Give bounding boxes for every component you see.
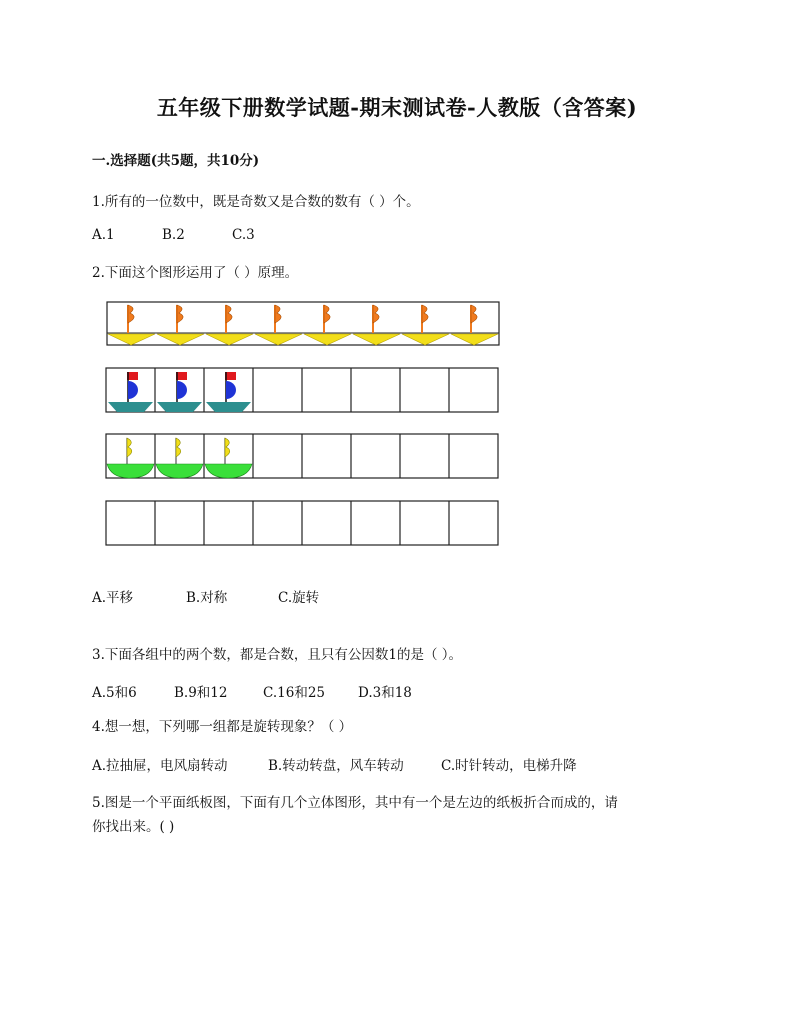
- row-empty-grid: [106, 501, 498, 545]
- row-blue-sail-boats: [106, 368, 498, 412]
- question-3-options: [92, 681, 412, 701]
- blue-sail-boat: [206, 372, 251, 412]
- option-b[interactable]: B.9和12: [174, 685, 228, 701]
- option-a[interactable]: A.平移: [92, 590, 134, 606]
- option-c[interactable]: C.时针转动，电梯升降: [441, 758, 577, 774]
- orange-flag-boat: [157, 305, 204, 345]
- question-2-options: [92, 586, 319, 606]
- orange-flag-boat: [402, 305, 449, 345]
- question-5-stem-line2: 你找出来。( ): [92, 819, 175, 835]
- question-1-stem: 1.所有的一位数中，既是奇数又是合数的数有（ ）个。: [92, 194, 420, 210]
- section-heading: 一.选择题(共5题，共10分): [92, 153, 260, 169]
- orange-flag-boat: [255, 305, 302, 345]
- option-b[interactable]: B.对称: [186, 590, 228, 606]
- blue-sail-boat: [157, 372, 202, 412]
- row-orange-flag-boats: [107, 302, 499, 345]
- option-b[interactable]: B.转动转盘，风车转动: [268, 758, 404, 774]
- option-c[interactable]: C.旋转: [278, 590, 320, 606]
- orange-flag-boat: [206, 305, 253, 345]
- option-d[interactable]: D.3和18: [358, 685, 412, 701]
- question-4-stem: 4.想一想，下列哪一组都是旋转现象？（ ）: [92, 719, 353, 735]
- question-5-stem-line1: 5.图是一个平面纸板图，下面有几个立体图形，其中有一个是左边的纸板折合而成的，请: [92, 795, 618, 811]
- question-4-options: [92, 754, 577, 774]
- option-b[interactable]: B.2: [162, 227, 185, 243]
- option-c[interactable]: C.16和25: [263, 685, 325, 701]
- green-boat: [205, 438, 252, 478]
- page-title: 五年级下册数学试题-期末测试卷-人教版（含答案): [156, 95, 638, 120]
- option-a[interactable]: A.1: [92, 227, 115, 243]
- option-a[interactable]: A.5和6: [92, 685, 137, 701]
- green-boat: [156, 438, 203, 478]
- orange-flag-boat: [353, 305, 400, 345]
- option-c[interactable]: C.3: [232, 227, 255, 243]
- question-3-stem: 3.下面各组中的两个数，都是合数，且只有公因数1的是（ ）。: [92, 647, 463, 663]
- option-a[interactable]: A.拉抽屉，电风扇转动: [92, 758, 228, 774]
- green-boat: [107, 438, 154, 478]
- row-green-boats: [106, 434, 498, 478]
- orange-flag-boat: [108, 305, 155, 345]
- orange-flag-boat: [451, 305, 498, 345]
- question-2-stem: 2.下面这个图形运用了（ ）原理。: [92, 265, 299, 281]
- blue-sail-boat: [108, 372, 153, 412]
- orange-flag-boat: [304, 305, 351, 345]
